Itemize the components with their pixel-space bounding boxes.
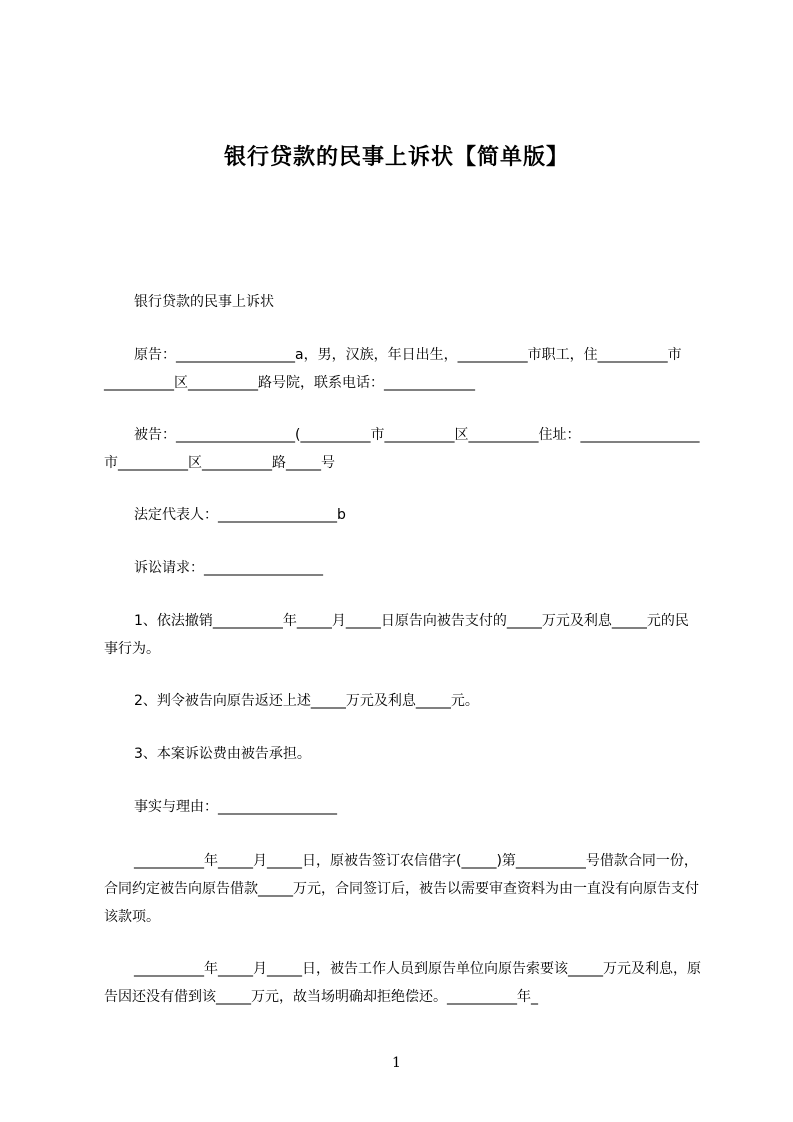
defendant-paragraph: 被告：_________________(__________市__________区__________住址：_________________市__________区__________路_____号 — [104, 427, 700, 471]
plaintiff-paragraph: 原告：_________________a，男，汉族，年日出生，__________市职工，住__________市__________区__________路号院，联系电话：_____________ — [104, 347, 682, 391]
facts-paragraph-1: __________年_____月_____日，原被告签订农信借字(_____)第__________号借款合同一份，合同约定被告向原告借款_____万元，合同签订后，被告以需要审查资料为由一直没有向原告支付该款项。 — [104, 853, 699, 925]
legal-representative: 法定代表人：_________________b — [134, 507, 346, 523]
claims-label: 诉讼请求：_________________ — [134, 560, 323, 576]
claim-item-3: 3、本案诉讼费由被告承担。 — [134, 746, 311, 762]
document-heading: 银行贷款的民事上诉状 — [134, 294, 274, 310]
facts-label: 事实与理由：_________________ — [134, 799, 337, 815]
claim-item-2: 2、判令被告向原告返还上述_____万元及利息_____元。 — [134, 693, 479, 709]
document-title: 银行贷款的民事上诉状【简单版】 — [223, 145, 569, 170]
claim-item-1: 1、依法撤销__________年_____月_____日原告向被告支付的_____万元及利息_____元的民事行为。 — [104, 613, 689, 657]
facts-paragraph-2: __________年_____月_____日，被告工作人员到原告单位向原告索要该_____万元及利息，原告因还没有借到该_____万元，故当场明确却拒绝偿还。__________年_ — [104, 961, 701, 1005]
page-number: 1 — [392, 1055, 401, 1071]
